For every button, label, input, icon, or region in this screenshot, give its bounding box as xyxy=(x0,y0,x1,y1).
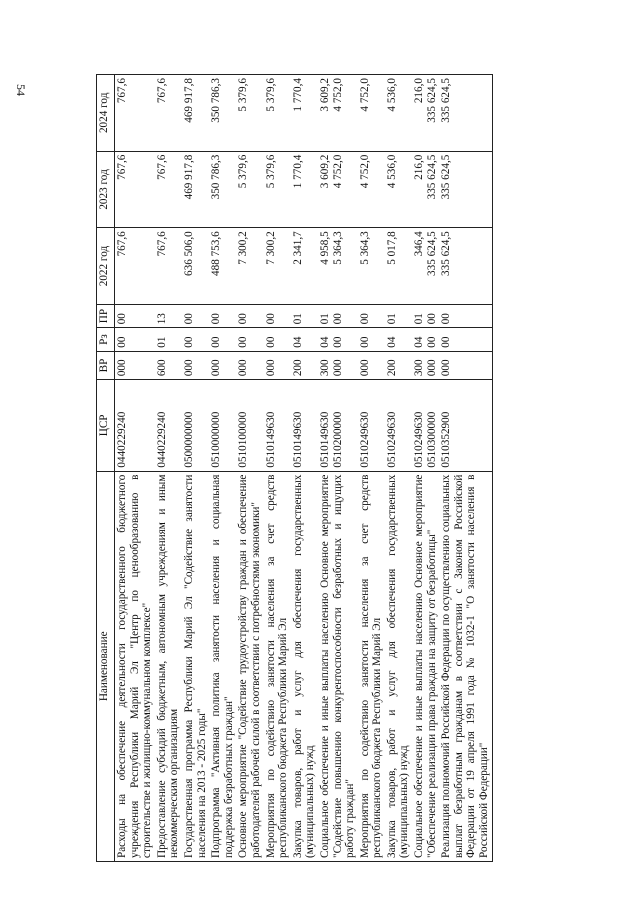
cell-vr-value: 000 xyxy=(331,359,344,377)
cell-pr-value: 00 xyxy=(358,313,371,325)
cell-csr-value: 0500000000 xyxy=(182,411,195,468)
cell-rz xyxy=(439,328,492,351)
cell-csr-value: 0510300000 xyxy=(425,411,438,468)
cell-vr xyxy=(182,351,209,379)
cell-vr xyxy=(236,351,263,379)
cell-csr-value: 0510149630 xyxy=(291,411,304,468)
cell-y2024 xyxy=(358,75,385,152)
cell-rz xyxy=(182,328,209,351)
cell-rz xyxy=(412,328,439,351)
cell-y2022-value: 7 300,2 xyxy=(264,231,277,265)
cell-y2023-value: 469 917,8 xyxy=(182,154,195,200)
table-row xyxy=(155,75,182,862)
cell-y2022 xyxy=(182,228,209,305)
cell-vr-value: 200 xyxy=(291,359,304,377)
cell-y2023 xyxy=(291,151,318,228)
cell-vr-value: 000 xyxy=(264,359,277,377)
cell-rz-value: 00 xyxy=(237,336,250,348)
cell-pr-value: 01 xyxy=(385,313,398,325)
cell-csr-value: 0510249630 xyxy=(358,411,371,468)
cell-y2024 xyxy=(209,75,236,152)
cell-rz-value: 04 xyxy=(413,336,426,348)
cell-y2024 xyxy=(264,75,291,152)
cell-pr xyxy=(439,304,492,327)
budget-table xyxy=(96,74,493,862)
cell-y2023-value: 216,0 xyxy=(413,154,426,180)
header-vr: ВР xyxy=(97,351,115,379)
row-name: Расходы на обеспечение деятельности государственного бюджетного учреждения Республики Марий Эл "Центр по ценообразованию в строительстве и жилищно-коммунальном комплексе" xyxy=(115,471,155,861)
cell-pr xyxy=(155,304,182,327)
cell-vr-value: 000 xyxy=(116,359,128,377)
header-pr: ПР xyxy=(97,304,115,327)
cell-y2022-value: 335 624,5 xyxy=(425,231,438,276)
table-row xyxy=(318,75,358,862)
cell-rz-value: 04 xyxy=(318,336,331,348)
cell-csr xyxy=(182,380,209,471)
cell-pr xyxy=(209,304,236,327)
cell-csr xyxy=(236,380,263,471)
cell-csr-value: 0510000000 xyxy=(210,411,223,468)
row-name: Мероприятия по содействию занятости населения за счет средств республиканского бюджета Республики Марий Эл xyxy=(358,471,385,861)
cell-y2024-value: 767,6 xyxy=(155,78,168,104)
cell-pr-value: 00 xyxy=(182,313,195,325)
cell-y2023-value: 5 379,6 xyxy=(264,154,277,189)
cell-y2024-value: 4 752,0 xyxy=(331,78,344,112)
cell-csr xyxy=(209,380,236,471)
cell-y2022-value: 335 624,5 xyxy=(440,231,453,276)
cell-pr-value: 01 xyxy=(413,313,426,325)
cell-y2024-value: 767,6 xyxy=(116,78,128,104)
cell-vr xyxy=(358,351,385,379)
cell-y2024 xyxy=(318,75,358,152)
cell-pr-value: 00 xyxy=(264,313,277,325)
cell-vr-value: 000 xyxy=(182,359,195,377)
table-row xyxy=(412,75,439,862)
cell-vr-value: 000 xyxy=(425,359,438,377)
table-row xyxy=(182,75,209,862)
cell-pr xyxy=(385,304,412,327)
cell-y2024-value: 5 379,6 xyxy=(237,78,250,112)
cell-y2024-value: 335 624,5 xyxy=(425,78,438,123)
cell-vr xyxy=(412,351,439,379)
row-name: Мероприятия по содействию занятости населения за счет средств республиканского бюджета Республики Марий Эл xyxy=(264,471,291,861)
cell-pr-value: 13 xyxy=(155,313,168,325)
cell-y2024 xyxy=(412,75,439,152)
cell-y2023-value: 4 752,0 xyxy=(358,154,371,189)
cell-pr-value: 00 xyxy=(116,313,128,325)
cell-y2022 xyxy=(209,228,236,305)
cell-pr xyxy=(291,304,318,327)
cell-y2024-value: 1 770,4 xyxy=(291,78,304,112)
cell-rz xyxy=(115,328,155,351)
table-row xyxy=(115,75,155,862)
cell-rz-value: 00 xyxy=(440,336,453,348)
cell-y2022 xyxy=(155,228,182,305)
cell-csr-value: 0440229240 xyxy=(116,411,128,468)
cell-rz-value: 04 xyxy=(291,336,304,348)
cell-csr xyxy=(439,380,492,471)
cell-vr xyxy=(209,351,236,379)
cell-rz-value: 00 xyxy=(358,336,371,348)
cell-y2023-value: 335 624,5 xyxy=(440,154,453,200)
cell-y2022 xyxy=(439,228,492,305)
cell-y2023-value: 4 752,0 xyxy=(331,154,344,189)
row-name: Подпрограмма "Активная политика занятости населения и социальная поддержка безработных граждан" xyxy=(209,471,236,861)
cell-vr xyxy=(439,351,492,379)
cell-y2022 xyxy=(291,228,318,305)
cell-rz xyxy=(236,328,263,351)
cell-y2022-value: 767,6 xyxy=(155,231,168,257)
cell-rz-value: 00 xyxy=(210,336,223,348)
cell-rz-value: 01 xyxy=(155,336,168,348)
cell-y2022 xyxy=(318,228,358,305)
cell-vr-value: 000 xyxy=(358,359,371,377)
cell-y2024-value: 216,0 xyxy=(413,78,426,104)
cell-csr-value: 0510352900 xyxy=(440,411,453,468)
cell-y2024 xyxy=(439,75,492,152)
row-name: Социальное обеспечение и иные выплаты населению Основное мероприятие "Содействие повышению конкурентоспособности безработных и ищущих работу граждан" xyxy=(318,471,358,861)
cell-pr xyxy=(358,304,385,327)
row-name: Закупка товаров, работ и услуг для обеспечения государственных (муниципальных) нужд xyxy=(385,471,412,861)
cell-pr-value: 00 xyxy=(210,313,223,325)
cell-rz xyxy=(264,328,291,351)
cell-pr-value: 00 xyxy=(440,313,453,325)
cell-y2023 xyxy=(209,151,236,228)
header-2024: 2024 год xyxy=(97,75,115,152)
cell-csr-value: 0510100000 xyxy=(237,411,250,468)
cell-rz xyxy=(155,328,182,351)
cell-vr xyxy=(291,351,318,379)
cell-vr xyxy=(385,351,412,379)
cell-csr-value: 0510149630 xyxy=(318,411,331,468)
cell-csr-value: 0510149630 xyxy=(264,411,277,468)
header-2022: 2022 год xyxy=(97,228,115,305)
table-row xyxy=(291,75,318,862)
cell-vr-value: 600 xyxy=(155,359,168,377)
cell-vr-value: 000 xyxy=(210,359,223,377)
cell-vr-value: 000 xyxy=(237,359,250,377)
table-row xyxy=(439,75,492,862)
cell-pr-value: 00 xyxy=(425,313,438,325)
cell-csr xyxy=(385,380,412,471)
cell-y2022 xyxy=(264,228,291,305)
cell-y2024-value: 4 752,0 xyxy=(358,78,371,112)
cell-y2022 xyxy=(115,228,155,305)
cell-y2024 xyxy=(182,75,209,152)
row-name: Государственная программа Республики Марий Эл "Содействие занятости населения на 2013 - 2025 годы" xyxy=(182,471,209,861)
cell-y2022-value: 488 753,6 xyxy=(210,231,223,276)
cell-y2023 xyxy=(182,151,209,228)
cell-csr xyxy=(155,380,182,471)
cell-vr xyxy=(115,351,155,379)
cell-pr xyxy=(236,304,263,327)
cell-rz xyxy=(385,328,412,351)
cell-y2024 xyxy=(385,75,412,152)
cell-vr-value: 000 xyxy=(440,359,453,377)
table-row xyxy=(236,75,263,862)
cell-rz xyxy=(358,328,385,351)
cell-rz-value: 00 xyxy=(264,336,277,348)
row-name: Предоставление субсидий бюджетным, автономным учреждениям и иным некоммерческим организациям xyxy=(155,471,182,861)
table-header-row xyxy=(97,75,115,862)
page-number: 54 xyxy=(14,84,28,96)
cell-y2023 xyxy=(264,151,291,228)
cell-y2023 xyxy=(385,151,412,228)
cell-csr-value: 0510200000 xyxy=(331,411,344,468)
cell-y2022-value: 4 958,5 xyxy=(318,231,331,265)
cell-vr-value: 300 xyxy=(318,359,331,377)
cell-y2022-value: 5 364,3 xyxy=(331,231,344,265)
header-name: Наименование xyxy=(97,471,115,861)
row-name: Социальное обеспечение и иные выплаты населению Основное мероприятие "Обеспечение реализации права граждан на защиту от безработицы" xyxy=(412,471,439,861)
cell-vr-value: 300 xyxy=(413,359,426,377)
row-name: Реализация полномочий Российской Федерации по осуществлению социальных выплат безработным гражданам в соответствии с Законом Российской Федерации от 19 апреля 1991 года № 1032-1 "О занятости населения в Российской Федерации" xyxy=(439,471,492,861)
cell-y2023 xyxy=(236,151,263,228)
cell-y2023-value: 335 624,5 xyxy=(425,154,438,200)
cell-y2024-value: 3 609,2 xyxy=(318,78,331,112)
cell-vr xyxy=(318,351,358,379)
cell-y2023-value: 767,6 xyxy=(155,154,168,180)
cell-y2022-value: 2 341,7 xyxy=(291,231,304,265)
cell-y2023-value: 350 786,3 xyxy=(210,154,223,200)
cell-pr xyxy=(182,304,209,327)
cell-y2022-value: 767,6 xyxy=(116,231,128,257)
cell-y2022 xyxy=(412,228,439,305)
cell-y2023-value: 767,6 xyxy=(116,154,128,180)
cell-rz-value: 00 xyxy=(116,336,128,348)
cell-csr xyxy=(115,380,155,471)
cell-y2024-value: 469 917,8 xyxy=(182,78,195,123)
cell-csr-value: 0510249630 xyxy=(385,411,398,468)
table-row xyxy=(264,75,291,862)
row-name: Основное мероприятие "Содействие трудоустройству граждан и обеспечение работодателей рабочей силой в соответствии с потребностями экономики" xyxy=(236,471,263,861)
cell-rz xyxy=(291,328,318,351)
cell-y2023-value: 1 770,4 xyxy=(291,154,304,189)
cell-y2024 xyxy=(155,75,182,152)
row-name: Закупка товаров, работ и услуг для обеспечения государственных (муниципальных) нужд xyxy=(291,471,318,861)
cell-pr-value: 00 xyxy=(331,313,344,325)
cell-pr xyxy=(412,304,439,327)
header-2023: 2023 год xyxy=(97,151,115,228)
cell-rz-value: 00 xyxy=(182,336,195,348)
cell-csr xyxy=(291,380,318,471)
header-csr: ЦСР xyxy=(97,380,115,471)
cell-y2023-value: 3 609,2 xyxy=(318,154,331,189)
cell-csr xyxy=(318,380,358,471)
cell-y2023 xyxy=(115,151,155,228)
cell-pr-value: 00 xyxy=(237,313,250,325)
cell-pr xyxy=(318,304,358,327)
cell-y2023-value: 4 536,0 xyxy=(385,154,398,189)
cell-y2022-value: 636 506,0 xyxy=(182,231,195,276)
cell-y2022-value: 5 364,3 xyxy=(358,231,371,265)
cell-csr-value: 0510249630 xyxy=(413,411,426,468)
cell-y2022-value: 346,4 xyxy=(413,231,426,257)
cell-y2023 xyxy=(318,151,358,228)
cell-y2022 xyxy=(385,228,412,305)
cell-y2023-value: 5 379,6 xyxy=(237,154,250,189)
cell-y2024 xyxy=(291,75,318,152)
cell-y2022 xyxy=(236,228,263,305)
cell-rz-value: 04 xyxy=(385,336,398,348)
table-row xyxy=(385,75,412,862)
cell-y2024-value: 335 624,5 xyxy=(440,78,453,123)
cell-rz-value: 00 xyxy=(425,336,438,348)
cell-csr xyxy=(264,380,291,471)
cell-y2022-value: 5 017,8 xyxy=(385,231,398,265)
cell-pr xyxy=(264,304,291,327)
cell-y2023 xyxy=(358,151,385,228)
cell-vr xyxy=(264,351,291,379)
table-body xyxy=(115,75,493,862)
cell-y2024 xyxy=(115,75,155,152)
cell-csr xyxy=(358,380,385,471)
cell-pr-value: 01 xyxy=(318,313,331,325)
cell-csr-value: 0440229240 xyxy=(155,411,168,468)
budget-table-sheet xyxy=(96,74,542,862)
table-row xyxy=(209,75,236,862)
cell-y2023 xyxy=(155,151,182,228)
table-row xyxy=(358,75,385,862)
cell-vr xyxy=(155,351,182,379)
cell-csr xyxy=(412,380,439,471)
header-rz: Рз xyxy=(97,328,115,351)
cell-y2024-value: 5 379,6 xyxy=(264,78,277,112)
cell-rz xyxy=(209,328,236,351)
cell-rz-value: 00 xyxy=(331,336,344,348)
cell-y2024 xyxy=(236,75,263,152)
cell-y2022-value: 7 300,2 xyxy=(237,231,250,265)
cell-y2024-value: 350 786,3 xyxy=(210,78,223,123)
cell-pr xyxy=(115,304,155,327)
cell-y2024-value: 4 536,0 xyxy=(385,78,398,112)
cell-y2023 xyxy=(439,151,492,228)
cell-pr-value: 01 xyxy=(291,313,304,325)
cell-rz xyxy=(318,328,358,351)
cell-y2023 xyxy=(412,151,439,228)
cell-y2022 xyxy=(358,228,385,305)
cell-vr-value: 200 xyxy=(385,359,398,377)
